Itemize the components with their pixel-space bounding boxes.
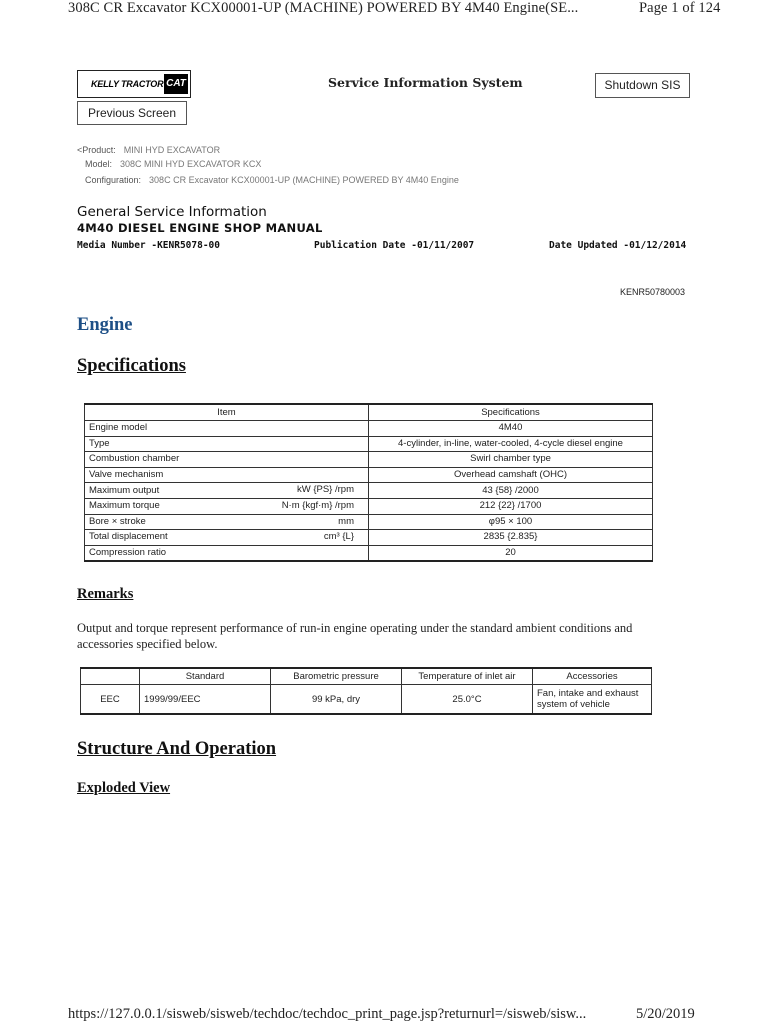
ambient-pressure: 99 kPa, dry [271,685,402,715]
logo-text: KELLY TRACTOR [91,79,164,89]
heading-structure-and-operation: Structure And Operation [77,739,277,759]
table-row [81,685,652,715]
footer-date: 5/20/2019 [636,1006,695,1022]
spec-value: φ95 × 100 [369,514,653,530]
table-row [85,530,653,546]
specifications-table [84,403,653,562]
system-title: Service Information System [328,75,523,90]
product-value: MINI HYD EXCAVATOR [123,145,221,155]
footer-url: https://127.0.0.1/sisweb/sisweb/techdoc/techdoc_print_page.jsp?returnurl=/sisweb/sisw... [68,1006,587,1022]
shutdown-sis-button[interactable]: Shutdown SIS [595,73,690,98]
table-row [85,483,653,499]
model-label: Model: [85,159,113,169]
spec-unit: mm [338,515,354,527]
cat-badge: CAT [164,74,188,94]
product-label: <Product: [77,145,116,155]
product-line [77,145,220,155]
spec-value: 212 {22} /1700 [369,498,653,514]
table-row [85,514,653,530]
spec-item: Total displacement [89,531,168,543]
ambient-table-header [81,668,652,685]
spec-item: Engine model [89,422,148,434]
spec-item: Maximum torque [89,500,160,512]
table-row [85,436,653,452]
configuration-line [85,175,459,185]
header-standard: Standard [140,668,271,685]
spec-value: 20 [369,545,653,561]
publication-date: Publication Date -01/11/2007 [314,240,475,251]
spec-value: Overhead camshaft (OHC) [369,467,653,483]
spec-unit: N·m {kgf·m} /rpm [281,499,354,511]
spec-table-header [85,404,653,421]
heading-specifications: Specifications [77,356,186,376]
heading-remarks: Remarks [77,586,134,602]
page-counter: Page 1 of 124 [639,0,721,16]
ambient-accessories: Fan, intake and exhaust system of vehicle [533,685,652,715]
spec-value: 4-cylinder, in-line, water-cooled, 4-cycle diesel engine [369,436,653,452]
spec-value: Swirl chamber type [369,452,653,468]
spec-unit: cm³ {L} [323,531,354,543]
spec-item: Compression ratio [89,547,167,559]
ambient-conditions-table [80,667,652,715]
header-barometric-pressure: Barometric pressure [271,668,402,685]
manual-title: 4M40 DIESEL ENGINE SHOP MANUAL [77,221,323,235]
spec-item: Maximum output [89,484,160,496]
table-row [85,452,653,468]
print-header-title: 308C CR Excavator KCX00001-UP (MACHINE) POWERED BY 4M40 Engine(SE... [68,0,579,16]
spec-value: 43 {58} /2000 [369,483,653,499]
remarks-paragraph: Output and torque represent performance of run-in engine operating under the standard ambient conditions and accessories specified below. [77,621,633,651]
configuration-label: Configuration: [85,175,142,185]
header-accessories: Accessories [533,668,652,685]
date-updated: Date Updated -01/12/2014 [549,240,687,251]
table-row [85,421,653,437]
section-title: General Service Information [77,204,267,220]
configuration-value: 308C CR Excavator KCX00001-UP (MACHINE) POWERED BY 4M40 Engine [149,175,459,185]
table-row [85,498,653,514]
table-row [85,467,653,483]
print-header [68,0,721,17]
spec-item: Valve mechanism [89,469,164,481]
kelly-tractor-cat-logo [77,70,191,98]
header-blank [81,668,140,685]
spec-item: Bore × stroke [89,515,146,527]
header-specifications: Specifications [369,404,653,421]
document-id: KENR50780003 [620,287,686,297]
spec-item: Type [89,437,110,449]
media-number: Media Number -KENR5078-00 [77,240,220,251]
spec-value: 2835 {2.835} [369,530,653,546]
heading-exploded-view: Exploded View [77,780,171,796]
spec-value: 4M40 [369,421,653,437]
ambient-label: EEC [81,685,140,715]
table-row [85,545,653,561]
spec-item: Combustion chamber [89,453,180,465]
spec-unit: kW {PS} /rpm [296,484,354,496]
header-inlet-air-temperature: Temperature of inlet air [402,668,533,685]
model-line [85,159,261,169]
ambient-standard: 1999/99/EEC [140,685,271,715]
model-value: 308C MINI HYD EXCAVATOR KCX [120,159,262,169]
previous-screen-button[interactable]: Previous Screen [77,101,187,125]
header-item: Item [85,404,369,421]
heading-engine: Engine [77,315,133,335]
ambient-temperature: 25.0°C [402,685,533,715]
